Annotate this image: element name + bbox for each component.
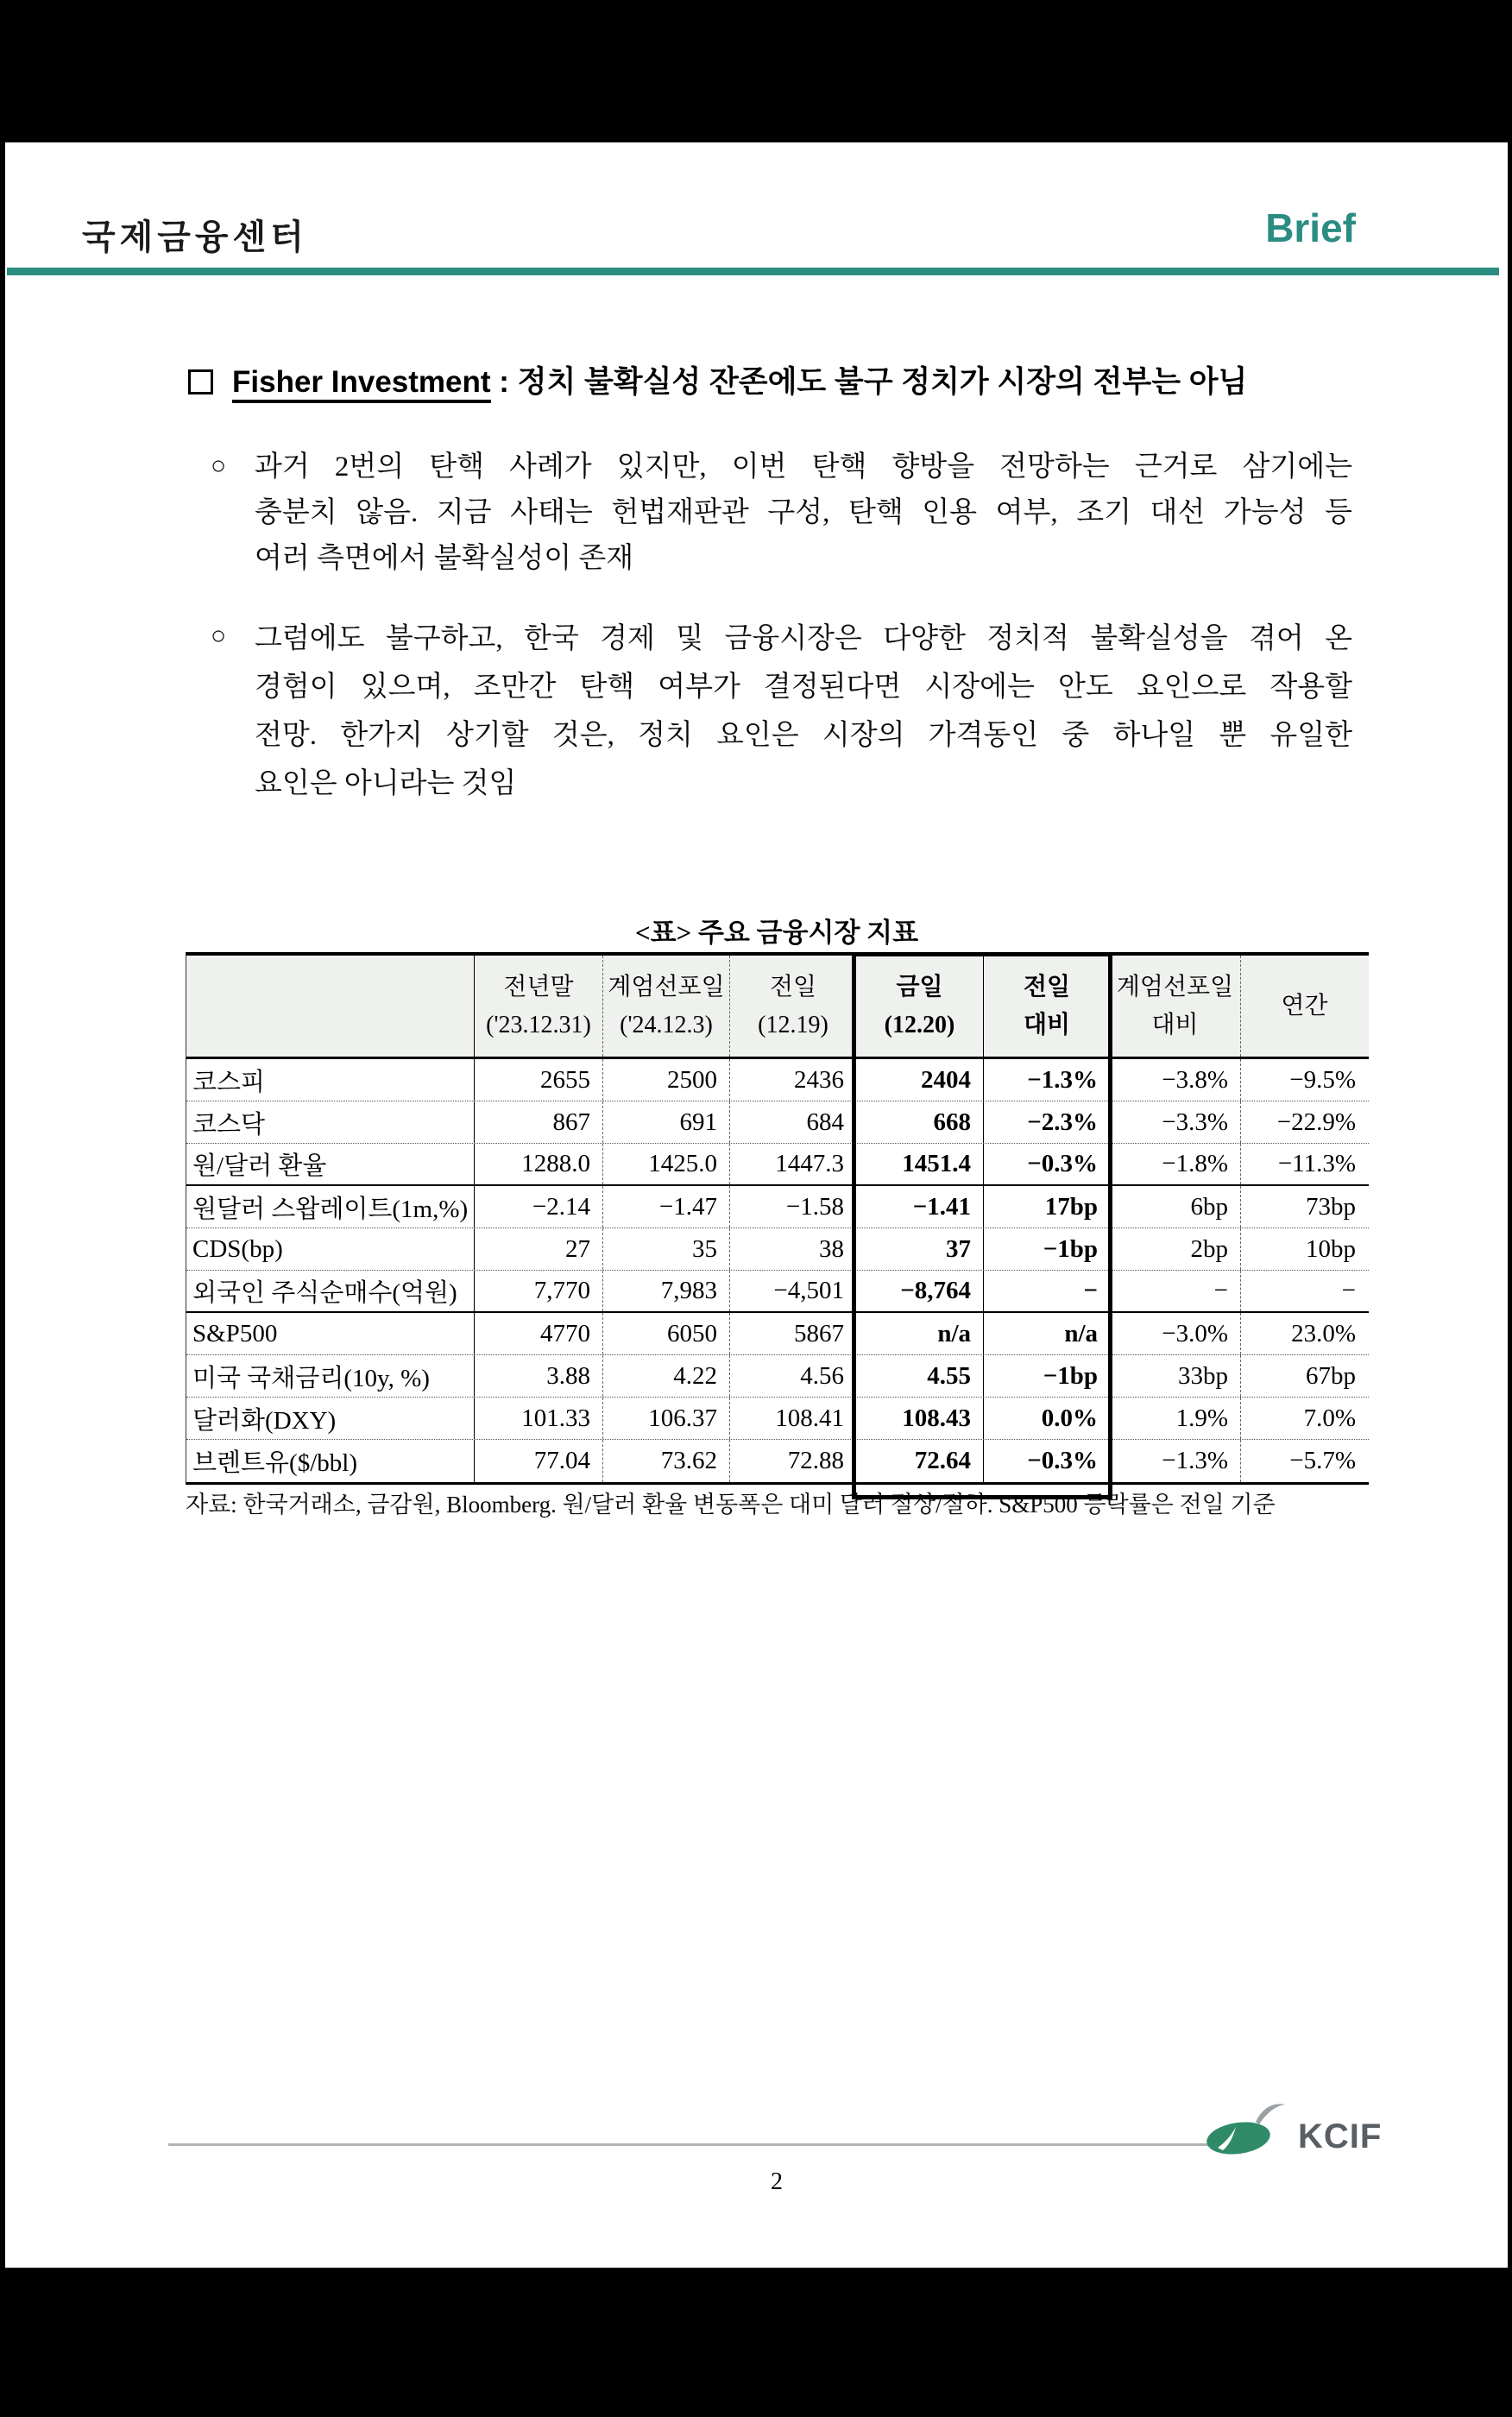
table-cell: −8,764 (900, 1277, 971, 1304)
table-cell: 4770 (474, 1313, 602, 1354)
table-header-cell (474, 956, 602, 1057)
table-header-line: 계엄선포일 (608, 973, 725, 1000)
table-cell: 1447.3 (729, 1144, 856, 1184)
table-cell: 33bp (1178, 1361, 1228, 1390)
table-header-cell (729, 956, 856, 1057)
table-header-cell (856, 956, 983, 1057)
table-header-cell (602, 956, 729, 1057)
table-cell: 3.88 (474, 1355, 602, 1397)
table-row (186, 1059, 1369, 1101)
table-cell: 4.22 (602, 1355, 729, 1397)
table-header-line: (12.19) (758, 1011, 828, 1038)
table-row-label: 코스닥 (192, 1110, 266, 1139)
logo-globe (1205, 2118, 1272, 2158)
table-cell: 1288.0 (474, 1144, 602, 1184)
table-cell: n/a (983, 1313, 1110, 1354)
section-heading (188, 363, 1362, 401)
table-row (186, 1398, 1369, 1440)
table-cell: 0.0% (983, 1398, 1110, 1439)
paragraph-line: 충분치 않음. 지금 사태는 헌법재판관 구성, 탄핵 인용 여부, 조기 대선 가능성 등 (255, 497, 1352, 528)
table-header-line: ('24.12.3) (620, 1011, 713, 1038)
table-cell: 2bp (1190, 1234, 1228, 1263)
table-header-row (186, 956, 1369, 1059)
table-header-cell (1110, 956, 1240, 1057)
table-header-line: ('23.12.31) (486, 1011, 591, 1038)
table-cell: 1451.4 (902, 1150, 971, 1177)
table-cell: −22.9% (1240, 1101, 1368, 1143)
kcif-logo-text: KCIF (1298, 2117, 1383, 2155)
table-cell: 6050 (602, 1313, 729, 1354)
report-page (5, 142, 1508, 2268)
table-cell: 106.37 (602, 1398, 729, 1439)
table-row (186, 1440, 1369, 1482)
paragraph-line: 요인은 아니라는 것임 (255, 768, 517, 799)
table-cell: 691 (602, 1101, 729, 1143)
table-cell: 17bp (983, 1186, 1110, 1227)
paragraph-line: 경험이 있으며, 조만간 탄핵 여부가 결정된다면 시장에는 안도 요인으로 작용할 (255, 672, 1352, 703)
table-cell: −4,501 (729, 1271, 856, 1311)
table-cell: −3.0% (1162, 1319, 1228, 1347)
table-row (186, 1186, 1369, 1228)
table-cell: 7.0% (1240, 1398, 1368, 1439)
table-cell: 10bp (1240, 1228, 1368, 1270)
table-cell: n/a (937, 1319, 971, 1347)
table-row-label: S&P500 (192, 1319, 278, 1347)
paragraph-line: 과거 2번의 탄핵 사례가 있지만, 이번 탄핵 향방을 전망하는 근거로 삼기에는 (255, 451, 1352, 483)
paragraph-line: 그럼에도 불구하고, 한국 경제 및 금융시장은 다양한 정치적 불확실성을 겪어 온 (255, 623, 1352, 654)
table-header-line: 전일 (1023, 973, 1071, 1000)
kcif-logo-icon (1200, 2098, 1297, 2163)
checkbox-square-icon (188, 369, 213, 394)
table-cell: 73bp (1240, 1186, 1368, 1227)
paragraph-line: 전망. 한가지 상기할 것은, 정치 요인은 시장의 가격동인 중 하나일 뿐 유일한 (255, 720, 1352, 751)
table-cell: 4.56 (729, 1355, 856, 1397)
table-source-note: 자료: 한국거래소, 금감원, Bloomberg. 원/달러 환율 변동폭은 대미 달러 절상/절하. S&P500 등락률은 전일 기준 (186, 1492, 1276, 1518)
bullet-circle-icon: ○ (211, 451, 227, 480)
footer-rule (168, 2143, 1212, 2146)
table-header-line: 전년말 (503, 973, 574, 1000)
table-row-label: 원달러 스왑레이트(1m,%) (192, 1195, 469, 1223)
table-cell: −0.3% (983, 1440, 1110, 1482)
table-cell: 67bp (1240, 1355, 1368, 1397)
table-row (186, 1144, 1369, 1186)
table-cell: 35 (602, 1228, 729, 1270)
table-header-cell (186, 956, 474, 1057)
table-cell: −1.41 (912, 1192, 971, 1221)
table-caption: <표> 주요 금융시장 지표 (634, 918, 919, 948)
table-cell: −5.7% (1240, 1440, 1368, 1482)
table-cell: −1.3% (983, 1059, 1110, 1101)
table-header-line: 계엄선포일 (1116, 973, 1234, 1000)
table-cell: 38 (729, 1228, 856, 1270)
table-cell: −1.58 (729, 1186, 856, 1227)
table-cell: 72.88 (729, 1440, 856, 1482)
table-cell: 72.64 (914, 1447, 971, 1474)
header-rule (7, 268, 1499, 275)
table-cell: 6bp (1190, 1192, 1228, 1221)
table-cell: −1.47 (602, 1186, 729, 1227)
heading-latin: Fisher Investment (232, 365, 491, 403)
table-cell: 27 (474, 1228, 602, 1270)
table-cell: −1bp (983, 1228, 1110, 1270)
bullet-circle-icon: ○ (211, 622, 227, 650)
table-cell: 7,983 (602, 1271, 729, 1311)
table-cell: 77.04 (474, 1440, 602, 1482)
table-cell: 2655 (474, 1059, 602, 1101)
table-row (186, 1228, 1369, 1271)
table-cell: 23.0% (1240, 1313, 1368, 1354)
table-header-line: (12.20) (884, 1011, 955, 1038)
org-name: 국제금융센터 (82, 218, 308, 256)
table-cell: 684 (729, 1101, 856, 1143)
heading-separator: : (490, 365, 518, 399)
section-heading-text (232, 363, 1247, 401)
table-body (186, 1059, 1369, 1482)
table-row (186, 1355, 1369, 1398)
paragraph (255, 445, 1352, 582)
paragraph-line: 여러 측면에서 불확실성이 존재 (255, 543, 634, 574)
table-cell: 37 (946, 1234, 971, 1263)
table-row (186, 1313, 1369, 1355)
table-cell: 2404 (921, 1065, 971, 1094)
table-header-line: 대비 (1151, 1011, 1199, 1038)
table-cell: 101.33 (474, 1398, 602, 1439)
table-cell: 867 (474, 1101, 602, 1143)
table-cell: 2500 (602, 1059, 729, 1101)
table-row-label: 달러화(DXY) (192, 1406, 337, 1435)
table-row-label: 코스피 (192, 1068, 266, 1096)
table-cell: 2436 (729, 1059, 856, 1101)
paragraph (255, 615, 1352, 808)
table-cell: −3.3% (1162, 1108, 1228, 1136)
table-cell: 7,770 (474, 1271, 602, 1311)
logo-swoosh (1256, 2104, 1285, 2124)
table-cell: 108.41 (729, 1398, 856, 1439)
table-header-line: 대비 (1023, 1011, 1071, 1038)
table-cell: 1425.0 (602, 1144, 729, 1184)
table-cell: −11.3% (1240, 1144, 1368, 1184)
table-row (186, 1271, 1369, 1313)
brand-label: Brief (1265, 205, 1356, 250)
table-header-cell (983, 956, 1110, 1057)
page-number: 2 (771, 2168, 783, 2195)
table-cell: −3.8% (1162, 1065, 1228, 1094)
table-row-label: 외국인 주식순매수(억원) (192, 1279, 457, 1307)
table-header-line: 연간 (1281, 992, 1328, 1019)
table-cell: −9.5% (1240, 1059, 1368, 1101)
table-row-label: CDS(bp) (192, 1234, 283, 1263)
table-row (186, 1101, 1369, 1144)
table-cell: 4.55 (927, 1361, 971, 1390)
table-cell: −0.3% (983, 1144, 1110, 1184)
table-header-cell (1240, 956, 1368, 1057)
table-cell: 668 (933, 1108, 971, 1136)
table-cell: − (1240, 1271, 1368, 1311)
table-cell: 108.43 (902, 1404, 971, 1432)
table-header-line: 전일 (769, 973, 817, 1000)
table-cell: −1bp (983, 1355, 1110, 1397)
table-cell: −2.14 (474, 1186, 602, 1227)
table-cell: − (1213, 1277, 1228, 1304)
table-cell: −1.3% (1162, 1447, 1228, 1474)
table-row-label: 브렌트유($/bbl) (192, 1449, 357, 1477)
table-cell: − (983, 1271, 1110, 1311)
financial-indicators-table (186, 952, 1369, 1485)
table-cell: 73.62 (602, 1440, 729, 1482)
heading-korean: 정치 불확실성 잔존에도 불구 정치가 시장의 전부는 아님 (517, 365, 1248, 399)
table-row-label: 미국 국채금리(10y, %) (192, 1364, 430, 1392)
table-cell: −2.3% (983, 1101, 1110, 1143)
table-cell: 5867 (729, 1313, 856, 1354)
table-cell: −1.8% (1162, 1150, 1228, 1177)
table-row-label: 원/달러 환율 (192, 1152, 327, 1180)
table-header-line: 금일 (896, 973, 943, 1000)
table-cell: 1.9% (1175, 1404, 1228, 1432)
